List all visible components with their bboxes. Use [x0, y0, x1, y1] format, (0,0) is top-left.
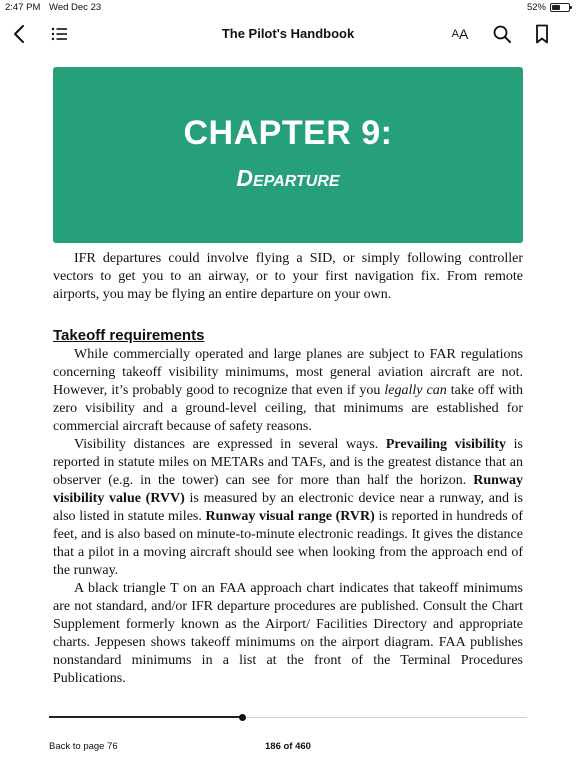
battery-icon: [550, 3, 570, 12]
page-content: [53, 250, 523, 688]
chapter-title: CHAPTER 9:: [183, 114, 393, 152]
battery-fill: [552, 5, 560, 10]
status-right: [527, 2, 570, 13]
chapter-banner: [53, 67, 523, 243]
font-size-button[interactable]: [446, 22, 474, 46]
page-indicator: 186 of 460: [265, 741, 311, 752]
paragraph-takeoff-minimums: [53, 346, 523, 436]
bold-term-rvr: Runway visual range (RVR): [205, 509, 375, 524]
back-to-page-link[interactable]: Back to page 76: [49, 741, 118, 752]
font-small-a: A: [451, 28, 459, 40]
progress-fill: [49, 716, 242, 718]
text-run: take off with zero visibility and a ground-level ceiling, that minimums are established for commercial aircraft because of safety reasons.: [53, 383, 523, 434]
search-icon: [490, 22, 514, 46]
text-run: is reported in hundreds of feet, and is also based on minute-to-minute electronic readings. It gives the distance that a pilot in a moving aircraft should see when looking from the approach end of the runway.: [53, 509, 524, 578]
battery-percent: 52%: [526, 2, 546, 13]
bold-term-rvv: Runway visibility value (RVV): [53, 473, 523, 506]
book-title: The Pilot's Handbook: [221, 26, 355, 41]
text-run: While commercially operated and large planes are subject to FAR regulations concerning takeoff visibility minimums, most general aviation aircraft are not. However, it’s probably good to recognize that even if you: [53, 347, 523, 398]
status-date: Wed Dec 23: [49, 2, 102, 13]
italic-text: legally can: [384, 383, 447, 398]
status-bar: [0, 0, 576, 16]
bookmark-button[interactable]: [530, 22, 554, 46]
progress-knob[interactable]: [239, 714, 246, 721]
page-progress-slider[interactable]: [49, 717, 527, 718]
text-run: is reported in statute miles on METARs and TAFs, and is the greatest distance that an observer (e.g. in the tower) can see for more than half the horizon.: [53, 437, 523, 488]
paragraph-black-triangle: A black triangle T on an FAA approach chart indicates that takeoff minimums are not standard, and/or IFR departure procedures are published. Consult the Chart Supplement formerly known as the Airport/ Facilities Directory and appropriate charts. Jeppesen shows takeoff minimums on the airport diagram. FAA publishes nonstandard minimums in a list at the front of the Terminal Procedures Publications.: [53, 581, 523, 686]
bold-term-prevailing-visibility: Prevailing visibility: [385, 437, 507, 452]
section-heading: Takeoff requirements: [53, 327, 205, 344]
status-time: 2:47 PM: [5, 2, 41, 13]
font-large-a: A: [459, 26, 469, 42]
text-run: is measured by an electronic device near a runway, and is also listed in statute miles.: [53, 491, 523, 524]
bookmark-icon: [530, 22, 554, 46]
status-left: [5, 2, 101, 13]
search-button[interactable]: [490, 22, 514, 46]
text-run: Visibility distances are expressed in several ways.: [74, 437, 386, 452]
paragraph-visibility: [53, 436, 523, 580]
chapter-subtitle: Departure: [236, 165, 340, 191]
reader-toolbar: [0, 16, 576, 52]
intro-paragraph: IFR departures could involve flying a SID, or simply following controller vectors to get you to an airway, or to your first navigation fix. From remote airports, you may be flying an entire departure on your own.: [53, 251, 523, 302]
